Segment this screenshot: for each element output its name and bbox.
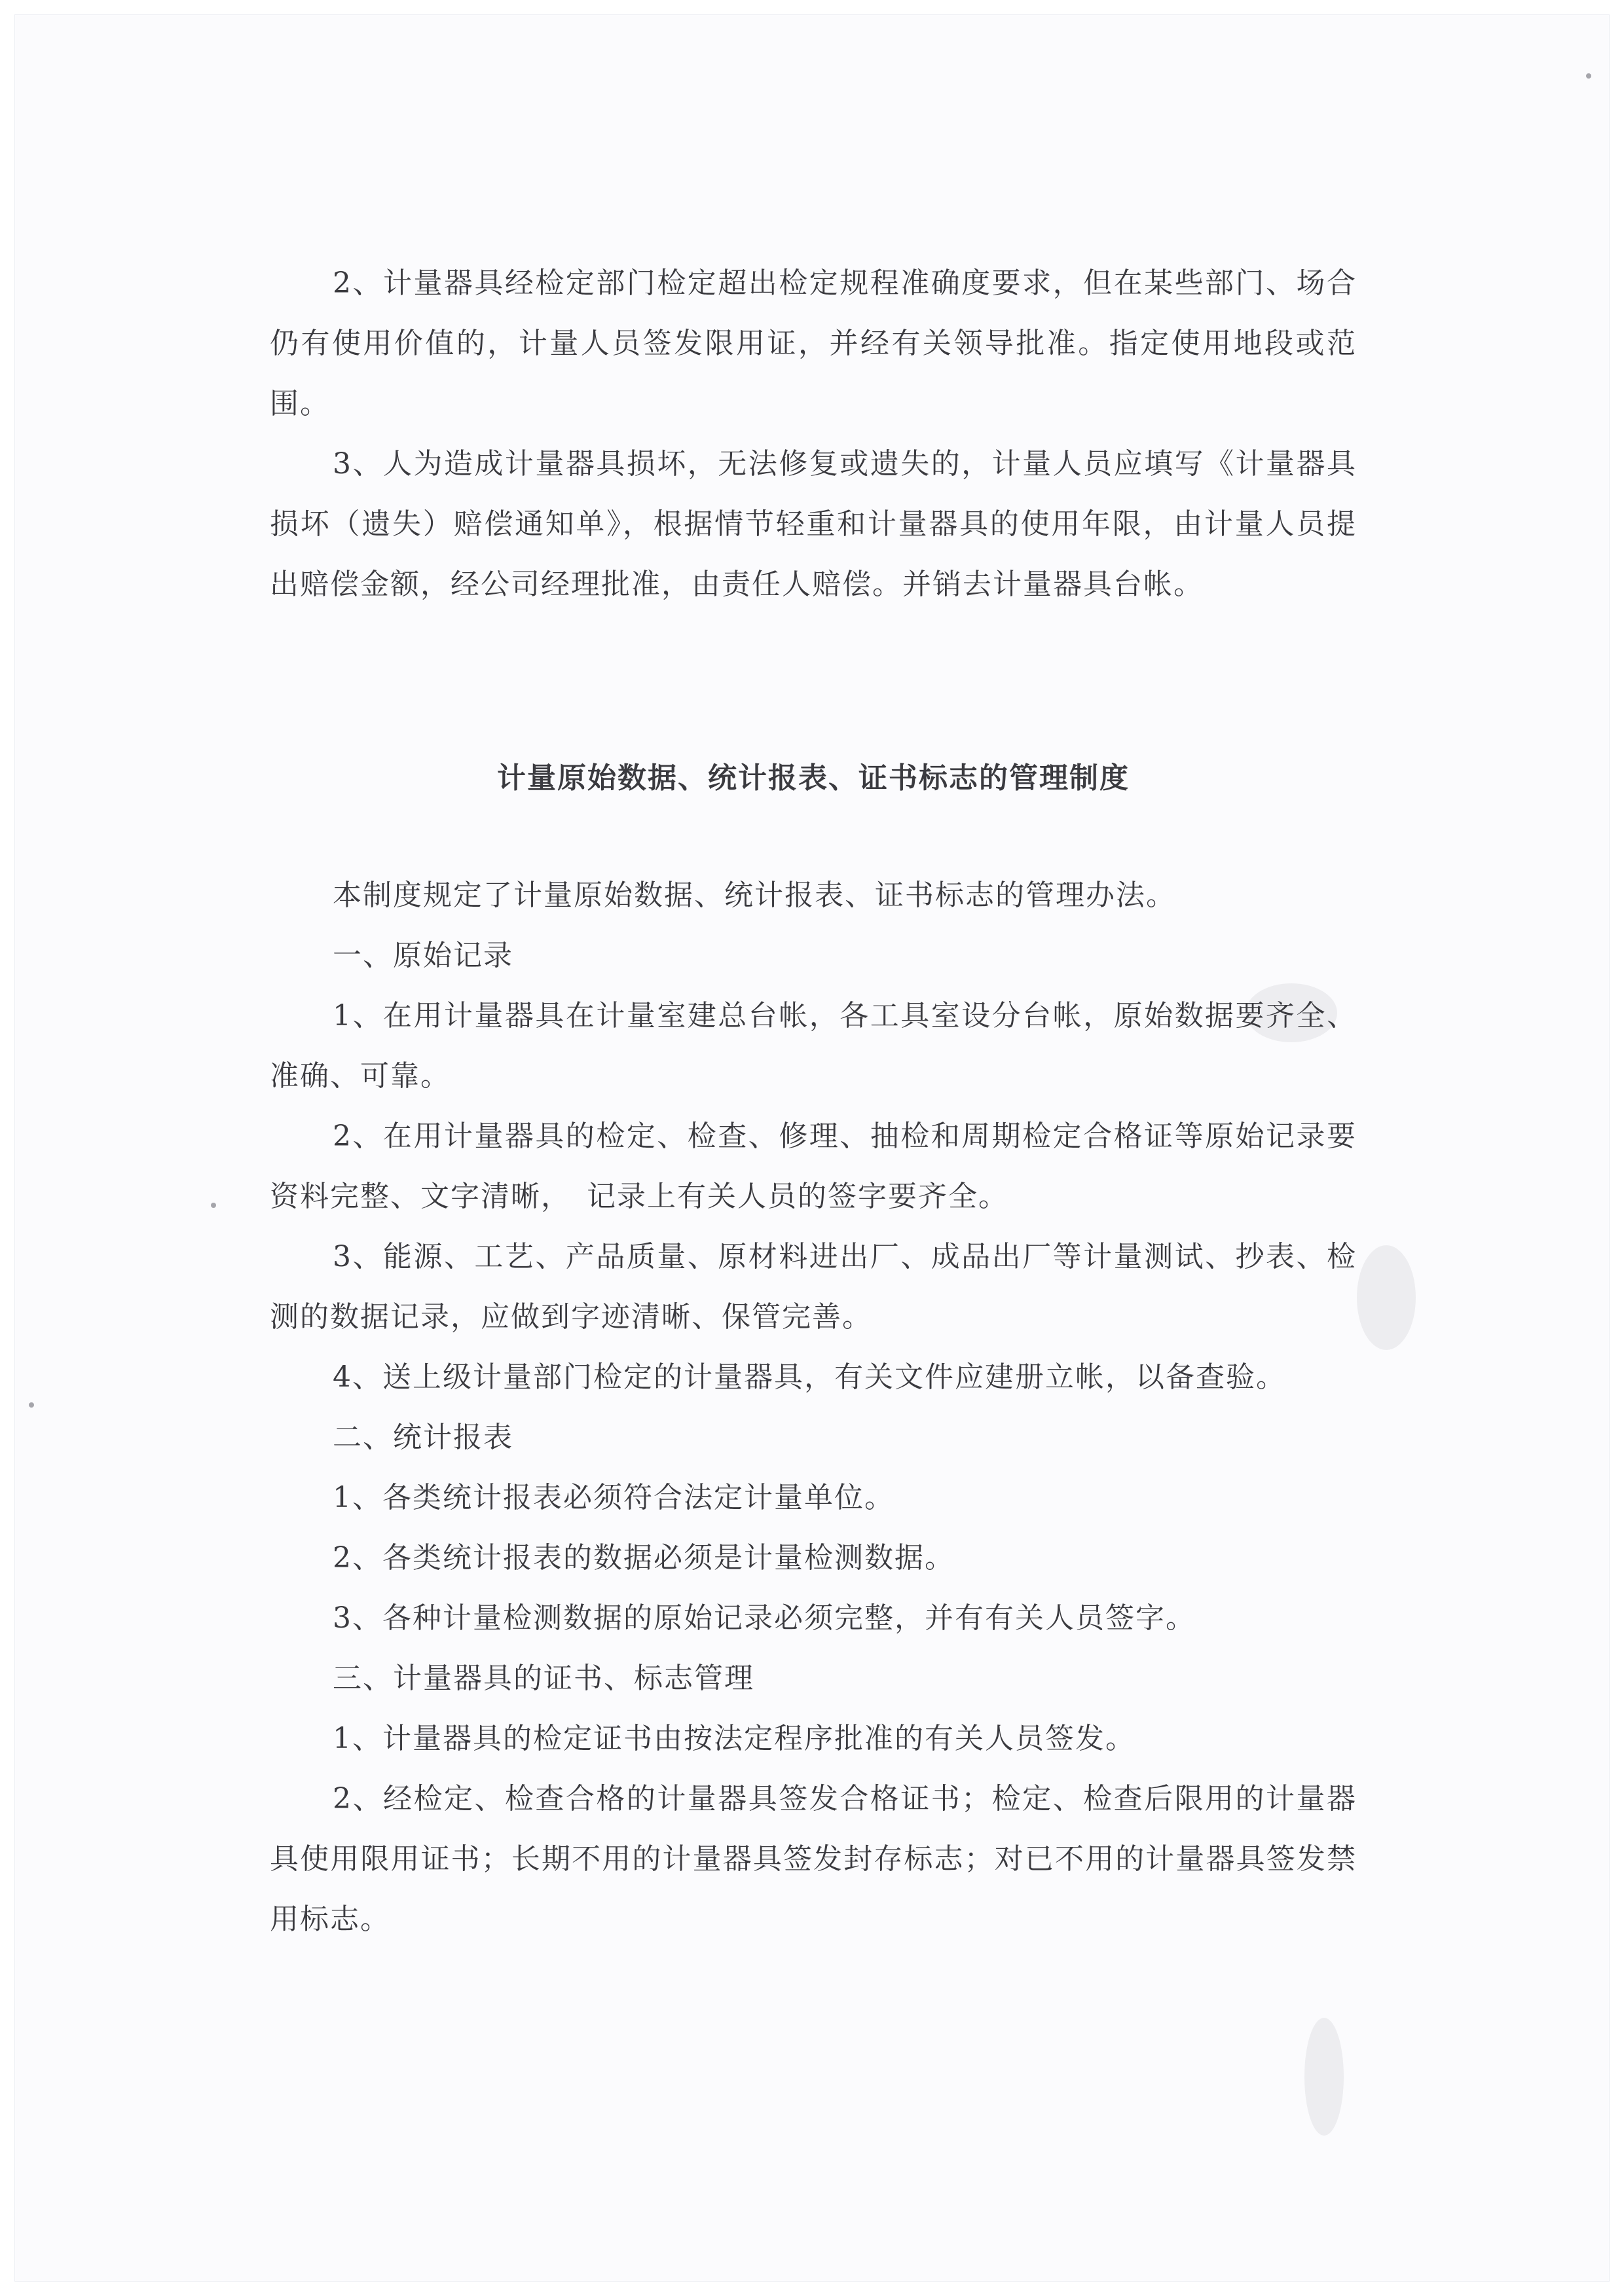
scan-smudge	[1304, 2018, 1344, 2136]
scan-smudge	[1357, 1245, 1416, 1350]
paragraph: 2、各类统计报表的数据必须是计量检测数据。	[333, 1541, 955, 1575]
subheading: 三、计量器具的证书、标志管理	[333, 1662, 754, 1695]
subheading: 二、统计报表	[333, 1421, 513, 1454]
continuation-block	[270, 253, 1357, 615]
paragraph: 2、在用计量器具的检定、检查、修理、抽检和周期检定合格证等原始记录要资料完整、文字清晰， 记录上有关人员的签字要齐全。	[270, 1120, 1357, 1213]
paragraph: 2、经检定、检查合格的计量器具签发合格证书；检定、检查后限用的计量器具使用限用证书；长期不用的计量器具签发封存标志；对已不用的计量器具签发禁用标志。	[270, 1782, 1357, 1936]
paragraph: 3、人为造成计量器具损坏，无法修复或遗失的，计量人员应填写《计量器具损坏（遗失）赔偿通知单》，根据情节轻重和计量器具的使用年限，由计量人员提出赔偿金额，经公司经理批准，由责任人赔偿。并销去计量器具台帐。	[270, 447, 1357, 601]
paragraph: 1、在用计量器具在计量室建总台帐，各工具室设分台帐，原始数据要齐全、准确、可靠。	[270, 999, 1357, 1093]
document-page	[14, 14, 1610, 2282]
section-body	[270, 866, 1357, 1950]
section-title: 计量原始数据、统计报表、证书标志的管理制度	[497, 761, 1130, 795]
paragraph: 3、各种计量检测数据的原始记录必须完整，并有有关人员签字。	[333, 1601, 1196, 1635]
paragraph: 本制度规定了计量原始数据、统计报表、证书标志的管理办法。	[333, 879, 1176, 912]
paragraph: 3、能源、工艺、产品质量、原材料进出厂、成品出厂等计量测试、抄表、检测的数据记录，应做到字迹清晰、保管完善。	[270, 1240, 1357, 1334]
paragraph: 1、计量器具的检定证书由按法定程序批准的有关人员签发。	[333, 1722, 1135, 1755]
scan-speck	[1586, 73, 1591, 79]
paragraph: 1、各类统计报表必须符合法定计量单位。	[333, 1481, 895, 1514]
paragraph: 2、计量器具经检定部门检定超出检定规程准确度要求，但在某些部门、场合仍有使用价值的，计量人员签发限用证，并经有关领导批准。指定使用地段或范围。	[270, 266, 1357, 420]
paragraph: 4、送上级计量部门检定的计量器具，有关文件应建册立帐，以备查验。	[333, 1360, 1286, 1394]
scan-speck	[211, 1203, 216, 1208]
scan-speck	[29, 1402, 34, 1408]
subheading: 一、原始记录	[333, 939, 513, 972]
